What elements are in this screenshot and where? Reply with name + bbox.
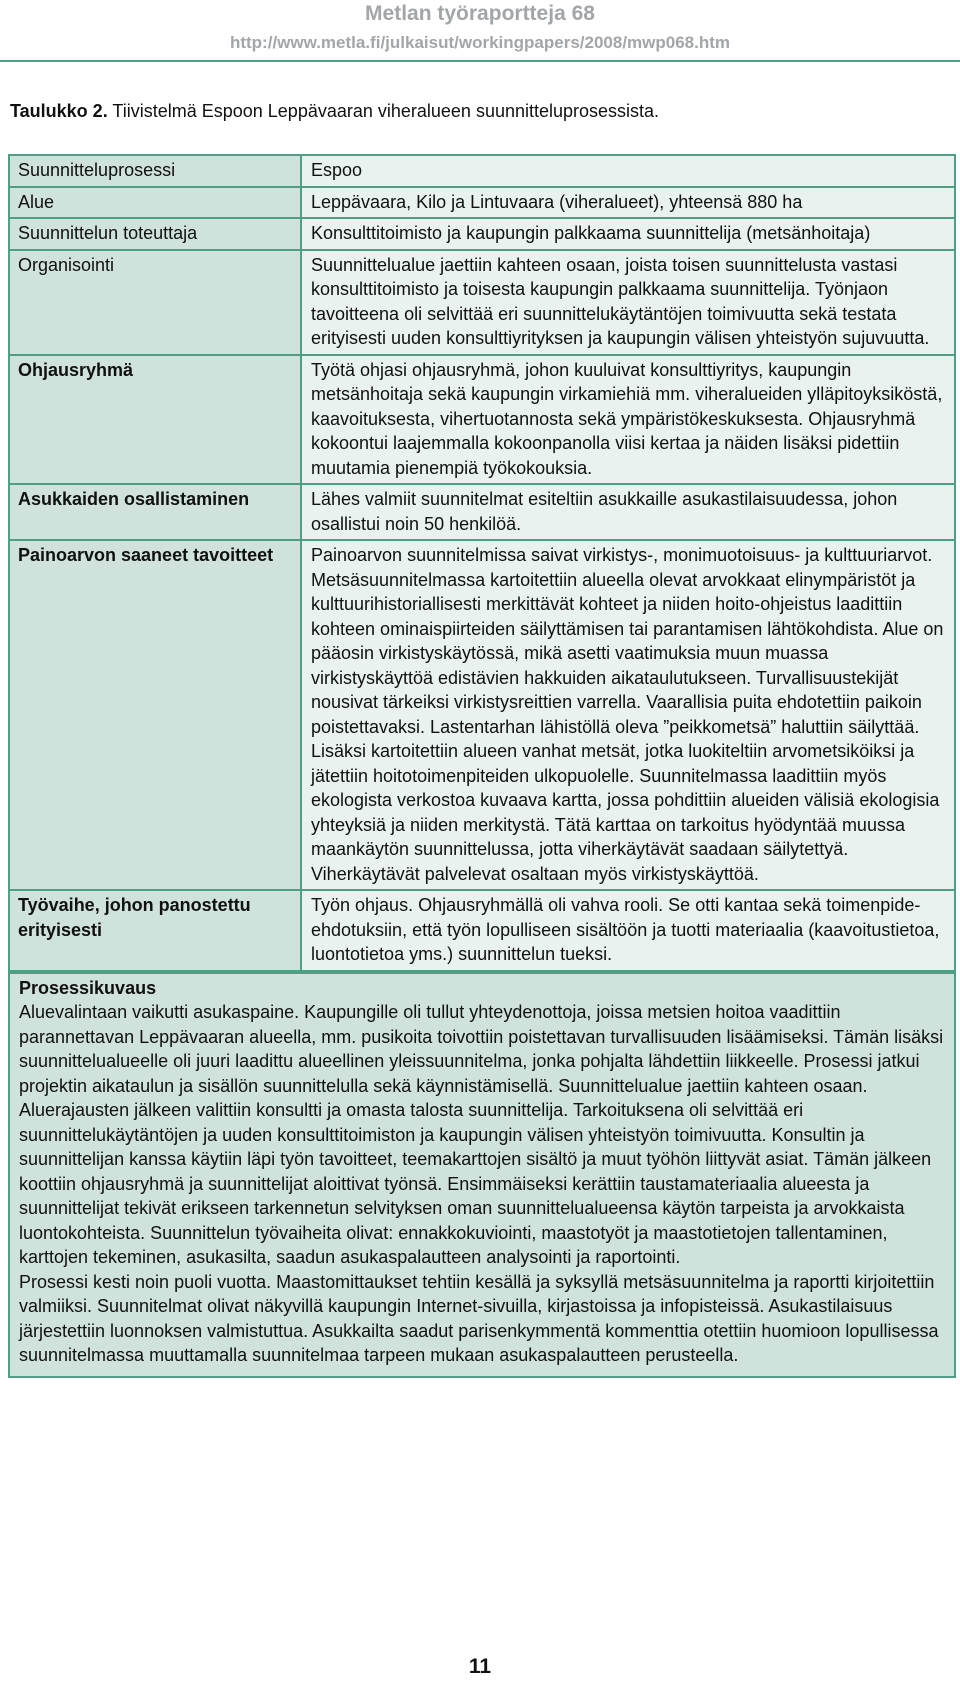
page-number: 11 [468, 1655, 492, 1678]
row-label: Ohjausryhmä [10, 356, 302, 484]
row-label: Suunnittelun toteuttaja [10, 219, 302, 249]
row-value: Espoo [302, 156, 954, 186]
header-divider [0, 60, 960, 62]
row-label: Alue [10, 188, 302, 218]
row-value: Suunnittelualue jaettiin kahteen osaan, joista toisen suunnittelusta vastasi konsulttitoimisto ja toisesta kaupungin palkkaama suunnittelija. Työnjaon tavoitteena oli selvittää eri suunnittelukäytäntöjen toimivuutta sekä testata erityisesti uuden konsulttiyrityksen ja kaupungin välisen yhteistyön sujuvuutta. [302, 251, 954, 354]
row-value: Leppävaara, Kilo ja Lintuvaara (viheralueet), yhteensä 880 ha [302, 188, 954, 218]
process-paragraph: Prosessi kesti noin puoli vuotta. Maastomittaukset tehtiin kesällä ja syksyllä metsäsuunnitelma ja raportti kirjoitettiin valmiiksi. Suunnitelmat olivat näkyvillä kaupungin Internet-sivuilla, kirjastoissa ja infopisteissä. Asukastilaisuus järjestettiin luonnoksen valmistuttua. Asukkailta saadut parisenkymmentä kommenttia otettiin huomioon lopullisessa suunnitelmassa muuttamalla suunnitelmaa tarpeen mukaan asukaspalautteen perusteella. [19, 1271, 939, 1365]
table-row [10, 485, 954, 541]
row-label: Organisointi [10, 251, 302, 354]
process-heading: Prosessikuvaus [19, 977, 157, 998]
summary-table [8, 154, 956, 1378]
table-row [10, 356, 954, 486]
row-value: Työtä ohjasi ohjausryhmä, johon kuuluivat konsulttiyritys, kaupungin metsänhoitaja sekä kaupungin virkamiehiä mm. viheralueiden ylläpitoyksiköstä, kaavoituksesta, vihertuotannosta sekä ympäristökeskuksesta. Ohjausryhmä kokoontui laajemmalla kokoonpanolla viisi kertaa ja näiden lisäksi pidettiin muutamia pienempiä työkokouksia. [302, 356, 954, 484]
row-label: Asukkaiden osallistaminen [10, 485, 302, 539]
row-value: Painoarvon suunnitelmissa saivat virkistys-, monimuotoisuus- ja kulttuuriarvot. Metsäsuunnitelmassa kartoitettiin alueella olevat arvokkaat elinympäristöt ja kulttuurihistoriallisesti merkittävät kohteet ja niiden hoito-ohjeistus laadittiin kohteen ominaispiirteiden säilyttämisen tai parantamisen lähtökohdista. Alue on pääosin virkistyskäytössä, mikä asetti vaatimuksia muun muassa virkistyskäyttöä edistävien hakkuiden aikataulutukseen. Turvallisuustekijät nousivat tärkeiksi virkistysreittien varrella. Vaarallisia puita ehdotettiin paikoin poistettavaksi. Lastentarhan lähistöllä oleva ”peikkometsä” haluttiin säilyttää. Lisäksi kartoitettiin alueen vanhat metsät, jotka luokiteltiin arvometsiköiksi ja jätettiin hoitotoimenpiteiden ulkopuolelle. Suunnitelmassa laadittiin myös ekologista verkostoa kuvaava kartta, jossa pohdittiin alueiden välisiä ekologisia yhteyksiä ja niiden merkitystä. Tätä karttaa on tarkoitus hyödyntää muussa maankäytön suunnittelussa, jotta viherkäytävät saadaan säilytettyä. Viherkäytävät palvelevat osaltaan myös virkistyskäyttöä. [302, 541, 954, 889]
row-label: Painoarvon saaneet tavoitteet [10, 541, 302, 889]
process-description [10, 972, 954, 1376]
table-row [10, 156, 954, 188]
caption-label: Taulukko 2. [10, 101, 108, 121]
table-row [10, 541, 954, 891]
header-url[interactable]: http://www.metla.fi/julkaisut/workingpapers/2008/mwp068.htm [229, 33, 731, 52]
series-title: Metlan työraportteja 68 [365, 2, 595, 25]
row-value: Lähes valmiit suunnitelmat esiteltiin asukkaille asukastilaisuudessa, johon osallistui noin 50 henkilöä. [302, 485, 954, 539]
row-label: Työvaihe, johon panostettu erityisesti [10, 891, 302, 970]
table-row [10, 251, 954, 356]
table-row [10, 891, 954, 972]
table-row [10, 219, 954, 251]
row-label: Suunnitteluprosessi [10, 156, 302, 186]
process-paragraph: Aluevalintaan vaikutti asukaspaine. Kaupungille oli tullut yhteydenottoja, joissa metsien hoitoa vaadittiin parannettavan Leppävaaran alueella, mm. pusikoita toivottiin poistettavan turvallisuuden lisäämiseksi. Tämän lisäksi suunnittelualueelle oli juuri laadittu alueellinen yleissuunnitelma, jonka pohjalta lähdettiin liikkeelle. Prosessi jatkui projektin aikataulun ja sisällön suunnittelulla sekä käynnistämisellä. Suunnittelualue jaettiin kahteen osaan. Aluerajausten jälkeen valittiin konsultti ja omasta talosta suunnittelija. Tarkoituksena oli selvittää eri suunnittelukäytäntöjen ja uuden konsulttitoimiston ja kaupungin välisen yhteistyön toimivuutta. Konsultin ja suunnittelijan kanssa käytiin läpi työn tavoitteet, teemakarttojen sisältö ja muut työhön liittyvät asiat. Tämän jälkeen koottiin ohjausryhmä ja suunnittelijat aloittivat työnsä. Ensimmäiseksi kerättiin taustamateriaalia alueesta ja suunnittelijat tekivät erikseen tarkennetun selvityksen oman suunnittelualueensa käytön tarpeista ja arvokkaista luontokohteista. Suunnittelun työvaiheita olivat: ennakkokuviointi, maastotyöt ja maastotietojen tallentaminen, karttojen tekeminen, asukasilta, saadun asukaspalautteen analysointi ja raportointi. [19, 1002, 944, 1267]
table-row [10, 188, 954, 220]
caption-text: Tiivistelmä Espoon Leppävaaran viheralueen suunnitteluprosessista. [112, 101, 660, 121]
row-value: Konsulttitoimisto ja kaupungin palkkaama suunnittelija (metsänhoitaja) [302, 219, 954, 249]
row-value: Työn ohjaus. Ohjausryhmällä oli vahva rooli. Se otti kantaa sekä toimenpide-ehdotuksiin, että työn lopulliseen sisältöön ja tuotti materiaalia (kaavoitustietoa, luontotietoa yms.) suunnittelun tueksi. [302, 891, 954, 970]
table-caption [10, 99, 659, 123]
